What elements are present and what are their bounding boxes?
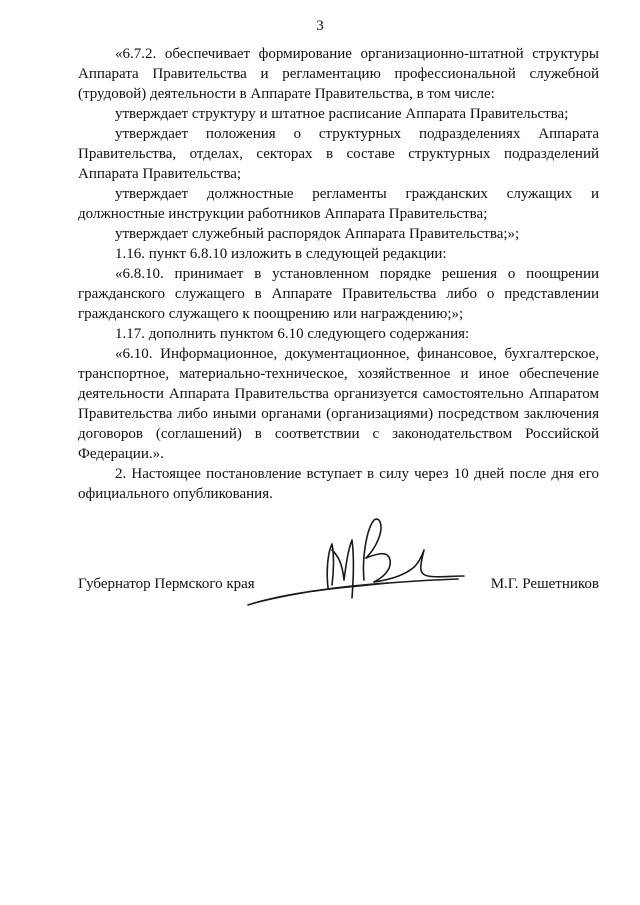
paragraph: утверждает служебный распорядок Аппарата Правительства;»; <box>115 226 520 242</box>
paragraph: утверждает должностные регламенты гражданских служащих и должностные инструкции работников Аппарата Правительства; <box>78 186 599 222</box>
paragraph: 1.17. дополнить пунктом 6.10 следующего содержания: <box>115 326 470 342</box>
paragraph: 2. Настоящее постановление вступает в силу через 10 дней после дня его официального опубликования. <box>78 466 599 502</box>
page-number: 3 <box>316 18 324 34</box>
paragraph: утверждает структуру и штатное расписание Аппарата Правительства; <box>115 106 569 122</box>
paragraph: 1.16. пункт 6.8.10 изложить в следующей редакции: <box>115 246 447 262</box>
paragraph: «6.10. Информационное, документационное, финансовое, бухгалтерское, транспортное, материально-техническое, хозяйственное и иное обеспечение деятельности Аппарата Правительства организуется самостоятельно Аппаратом Правительства либо иными органами (организациями) посредством заключения договоров (соглашений) в соответствии с законодательством Российской Федерации.». <box>78 346 599 462</box>
paragraph: утверждает положения о структурных подразделениях Аппарата Правительства, отделах, секторах в составе структурных подразделений Аппарата Правительства; <box>78 126 599 182</box>
document-body <box>78 44 599 504</box>
paragraph: «6.8.10. принимает в установленном порядке решения о поощрении гражданского служащего в Аппарате Правительства либо о представлении гражданского служащего к поощрению или награждению;»; <box>78 266 599 322</box>
paragraph: «6.7.2. обеспечивает формирование организационно-штатной структуры Аппарата Правительства и регламентацию профессиональной служебной (трудовой) деятельности в Аппарате Правительства, в том числе: <box>78 46 599 102</box>
handwritten-signature <box>228 510 478 620</box>
signatory-position: Губернатор Пермского края <box>78 576 255 592</box>
signatory-name: М.Г. Решетников <box>490 576 599 592</box>
